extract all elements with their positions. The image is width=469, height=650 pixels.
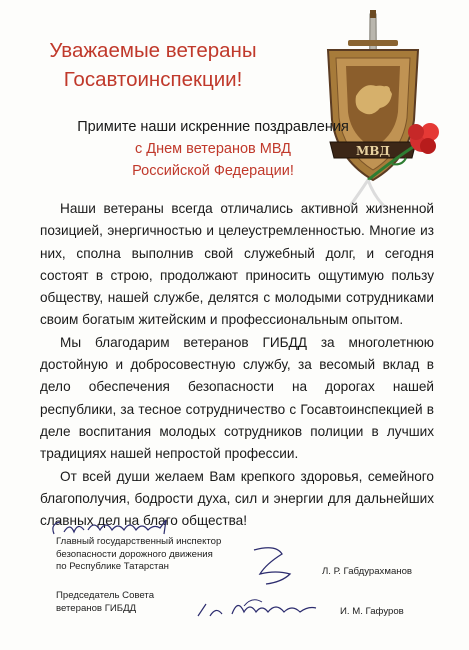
greeting-line-3: Российской Федерации! [132,163,294,179]
signature-second-position [56,590,154,615]
signature-first-name: Л. Р. Габдурахманов [322,566,413,577]
greeting-line-2: с Днем ветеранов МВД [134,141,292,157]
letter-body [40,198,434,532]
first-position-line-2: безопасности дорожного движения [56,548,213,560]
title-line-1: Уважаемые ветераны [49,39,257,62]
signature-first-position [56,536,221,574]
paragraph-2: Мы благодарим ветеранов ГИБДД за многолетнюю достойную и добросовестную службу, за весомый вклад в дело обеспечения безопасности на дорогах нашей республики, за тесное сотрудничество с Госавтоинспекцией в деле воспитания молодых сотрудников полиции в лучших традициях нашей непростой профессии. [40,334,434,462]
greeting-line-1: Примите наши искренние поздравления [77,119,349,135]
signature-second-scribble [192,594,322,624]
signature-first-scribble [246,540,306,590]
letter-title [28,36,278,94]
title-line-2: Госавтоинспекции! [63,68,243,91]
second-position-line-2: ветеранов ГИБДД [56,602,137,614]
second-position-line-1: Председатель Совета [56,590,155,601]
paragraph-3: От всей души желаем Вам крепкого здоровья, семейного благополучия, бодрости духа, сил и энергии для дальнейших славных дел на благо общества! [40,468,434,529]
signature-second-name: И. М. Гафуров [340,606,404,617]
emblem-label: МВД [355,144,391,158]
paragraph-1: Наши ветераны всегда отличались активной жизненной позицией, энергичностью и целеустремленностью. Многие из них, сполна выполнив свой служебный долг, и сегодня состоят в строю, продолжают приносить ощутимую пользу обществу, нашей службе, делятся с молодыми сотрудниками своим богатым житейским и профессиональным опытом. [40,201,434,328]
first-position-line-1: Главный государственный инспектор [56,536,222,547]
first-position-line-3: по Республике Татарстан [56,561,169,572]
greeting-block [68,116,358,182]
